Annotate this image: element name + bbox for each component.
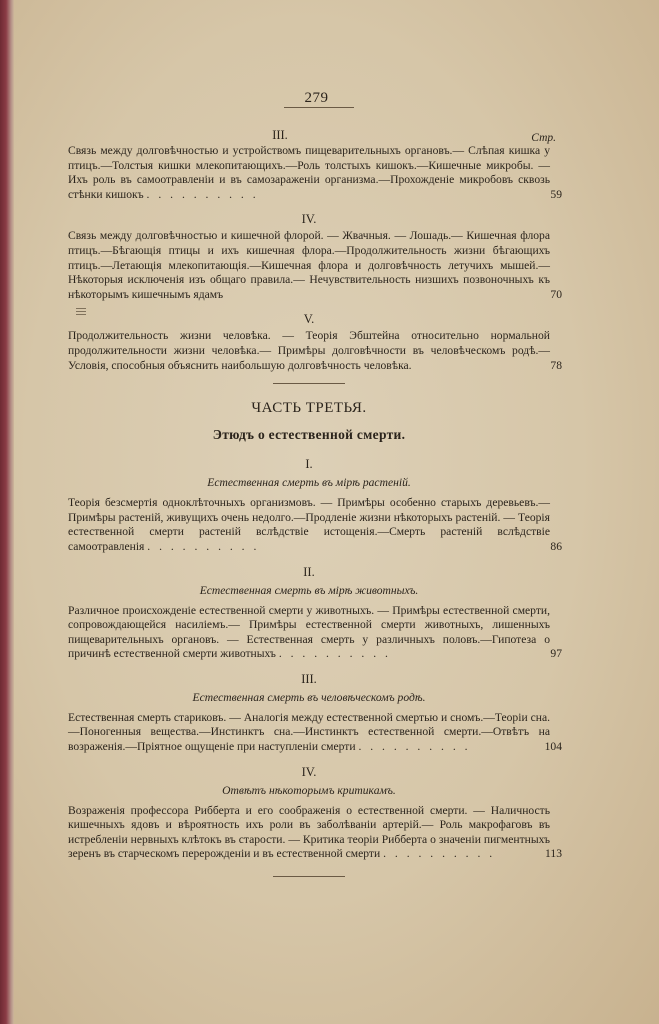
entry-page: 70 (550, 287, 562, 301)
toc-entry (68, 803, 562, 862)
section-title: Естественная смерть въ мірѣ животныхъ. (199, 583, 419, 597)
page-column-header: Стр. (531, 132, 556, 144)
section-number: III. (272, 128, 288, 142)
section-number: II. (303, 564, 315, 579)
entry-page: 97 (550, 647, 562, 661)
section-number: I. (305, 457, 313, 472)
entry-text: Продолжительность жизни человѣка. — Теорія Эбштейна относительно нормальной продолжительности жизни человѣка.— Примѣры долговѣчности въ человѣческомъ родѣ.—Условія, способныя объяснить наибольшую долговѣчность человѣка. (68, 329, 550, 372)
section-number: IV. (301, 764, 317, 779)
section-number: III. (301, 671, 317, 686)
section-title: Естественная смерть въ человѣческомъ родѣ. (192, 690, 426, 704)
toc-entry (68, 229, 562, 302)
book-page (14, 0, 659, 1024)
toc-entry (68, 603, 562, 662)
entry-text: Различное происхожденіе естественной смерти у животныхъ. — Примѣры естественной смерти, сопровождающейся насиліемъ.— Примѣры естественной смерти животныхъ, лишенныхъ пищеварительныхъ органовъ. — Естественная смерть у различныхъ половъ.—Гипотеза о причинѣ естественной смерти животныхъ (68, 603, 550, 661)
toc-entry (68, 710, 562, 755)
entry-page: 86 (550, 539, 562, 553)
leader-dots: . . . . . . . . . . (383, 847, 496, 861)
toc-entry (68, 329, 562, 373)
entry-text: Теорія безсмертія одноклѣточныхъ организмовъ. — Примѣры особенно старыхъ деревьевъ.—Примѣры растеній, живущихъ очень недолго.—Продленіе жизни нѣкоторыхъ растеній. — Теорія естественной смерти растеній вслѣдствіе истощенія.—Смерть растеній вслѣдствіе самоотравленія (68, 496, 550, 553)
book-binding-edge (0, 0, 14, 1024)
part-subtitle: Этюдъ о естественной смерти. (212, 427, 406, 443)
entry-page: 78 (550, 358, 562, 372)
toc-entry (68, 144, 562, 202)
divider (273, 876, 345, 877)
part-title: ЧАСТЬ ТРЕТЬЯ. (251, 400, 367, 417)
entry-page: 104 (544, 740, 562, 754)
page-number: 279 (304, 90, 329, 106)
leader-dots: . . . . . . . . . . (278, 647, 391, 661)
entry-page: 113 (545, 847, 562, 861)
section-heading (68, 128, 556, 144)
entry-text: Связь между долговѣчностью и кишечной флорой. — Жвачныя. — Лошадь.— Кишечная флора птицъ.—Бѣгающія птицы и ихъ кишечная флора.—Продолжительность жизни бѣгающихъ птицъ.—Летающія млекопитающія.—Кишечная флора и долговѣчность летучихъ мышей.—Нѣкоторыя исключенія изъ общаго правила.— Нечувствительность низшихъ позвоночныхъ къ нѣкоторымъ кишечнымъ ядамъ (68, 229, 550, 301)
entry-page: 59 (550, 187, 562, 201)
section-number: V. (303, 312, 315, 327)
toc-entry (68, 496, 562, 554)
leader-dots: . . . . . . . . . . (147, 539, 260, 553)
entry-text: Возраженія профессора Рибберта и его соображенія о естественной смерти. — Наличность кишечныхъ ядовъ и вѣроятность ихъ роли въ заболѣваніи артерій.— Роль макрофаговъ въ истребленіи нервныхъ клѣтокъ въ старости. — Критика теоріи Рибберта о значеніи пигментныхъ зеренъ въ старческомъ перерожденіи и въ естественной смерти (68, 803, 550, 861)
section-number: IV. (301, 212, 317, 227)
section-title: Отвѣтъ нѣкоторымъ критикамъ. (222, 783, 396, 797)
divider (273, 383, 345, 384)
section-number-row (68, 312, 550, 327)
leader-dots: . . . . . . . . . . (358, 740, 471, 754)
ink-mark-icon (76, 306, 86, 315)
entry-text: Связь между долговѣчностью и устройствомъ пищеварительныхъ органовъ.— Слѣпая кишка у птицъ.—Толстыя кишки млекопитающихъ.—Роль толстыхъ кишокъ.—Кишечные микробы. — Ихъ роль въ самоотравленіи и въ самозараженіи организма.—Прохожденіе микробовъ сквозь стѣнки кишокъ (68, 144, 550, 201)
entry-text: Естественная смерть стариковъ. — Аналогія между естественной смертью и сномъ.—Теоріи сна.—Поногенныя вещества.—Инстинктъ сна.—Инстинктъ естественной смерти.—Отвѣтъ на возраженія.—Пріятное ощущеніе при наступленіи смерти (68, 710, 550, 754)
header-rule (284, 107, 354, 108)
section-title: Естественная смерть въ мірѣ растеній. (207, 476, 411, 490)
leader-dots: . . . . . . . . . . (146, 187, 259, 201)
table-of-contents (68, 128, 562, 877)
